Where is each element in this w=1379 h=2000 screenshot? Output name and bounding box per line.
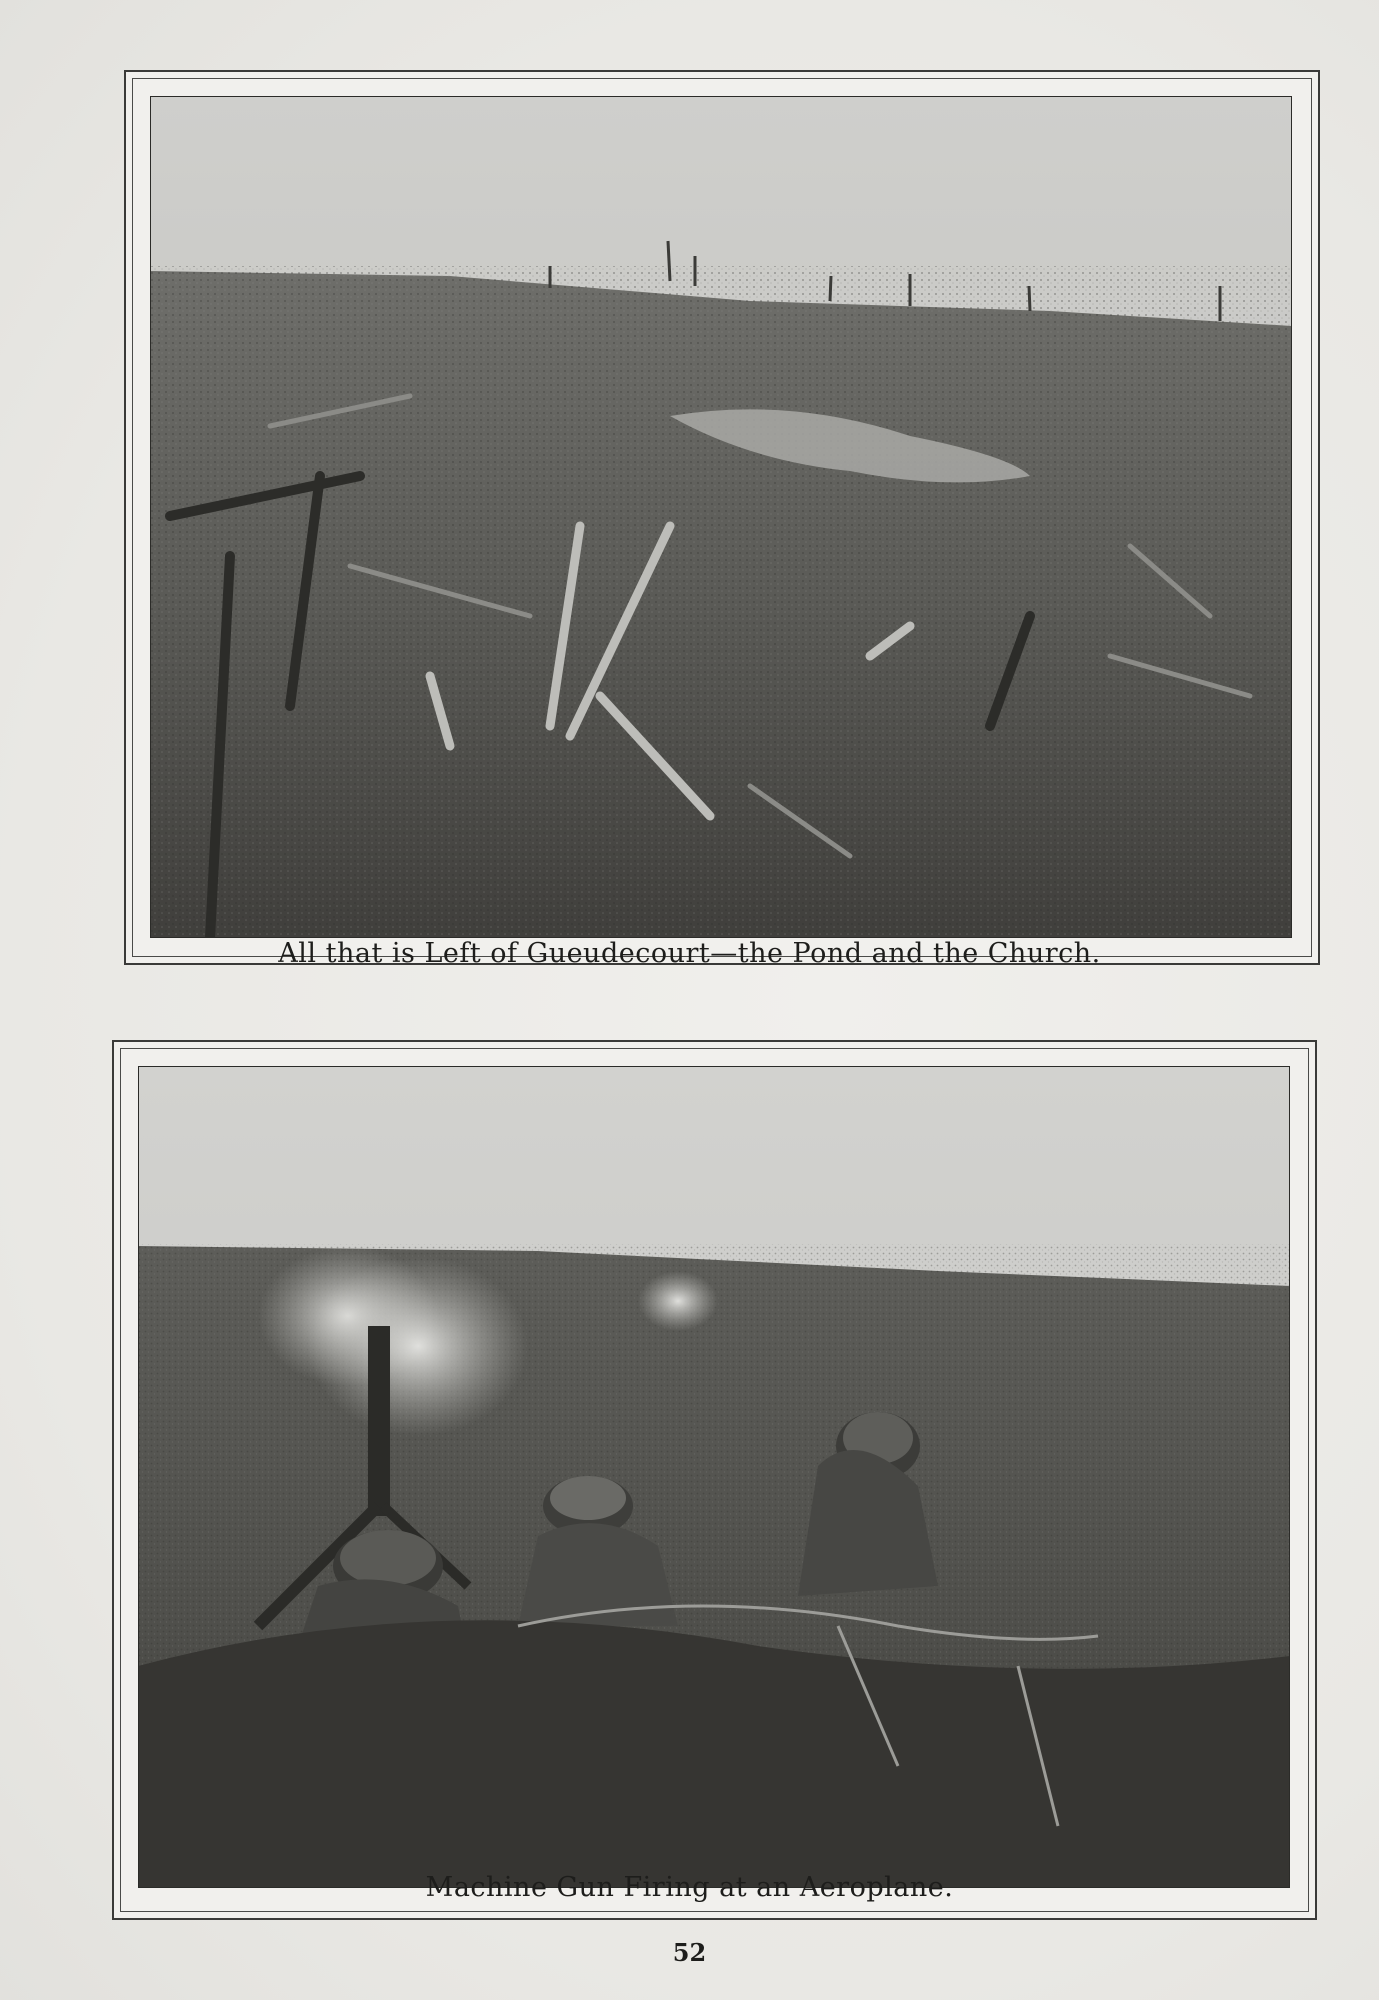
ruined-landscape-image	[150, 96, 1292, 938]
photo-gueudecourt-ruins	[150, 96, 1292, 938]
photo-caption-bottom: Machine Gun Firing at an Aeroplane.	[425, 1872, 954, 1903]
machine-gun-crew-image	[138, 1066, 1290, 1888]
photo-machine-gun-firing	[138, 1066, 1290, 1888]
photo-caption-top: All that is Left of Gueudecourt—the Pond and the Church.	[278, 938, 1101, 969]
page-number: 52	[672, 1938, 707, 1967]
